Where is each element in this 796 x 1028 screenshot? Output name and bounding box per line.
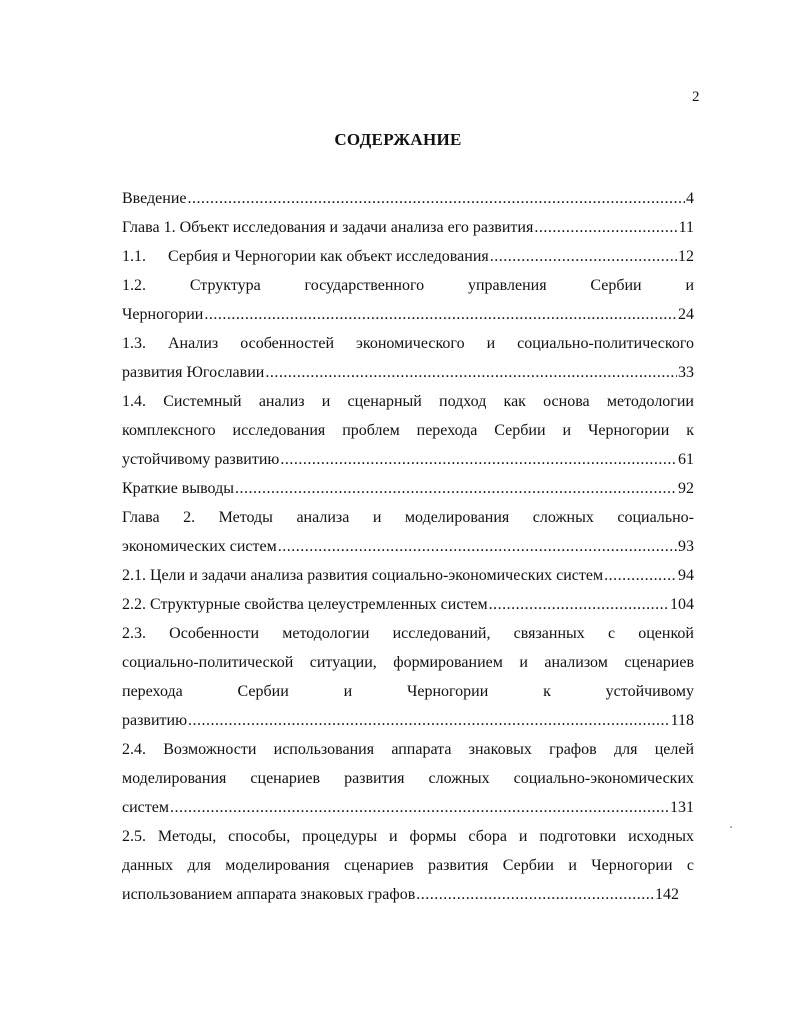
- toc-page-number: 104: [670, 596, 694, 613]
- toc-entry-section-2-1[interactable]: [122, 561, 694, 590]
- toc-entry-text: 2.2. Структурные свойства целеустремленных систем: [122, 596, 488, 613]
- page-number: 2: [692, 89, 700, 105]
- dot-leader: [489, 590, 669, 619]
- toc-entry-line: 1.4. Системный анализ и сценарный подход как основа методологии: [122, 393, 694, 410]
- toc-entry-line: 2.4. Возможности использования аппарата знаковых графов для целей: [122, 741, 694, 758]
- toc-entry-line: развития Югославии: [122, 364, 265, 381]
- dot-leader: [280, 445, 677, 474]
- toc-entry-section-2-5[interactable]: [122, 822, 694, 909]
- toc-entry-line: 2.3. Особенности методологии исследований, связанных с оценкой: [122, 625, 694, 642]
- toc-entry-chapter-2[interactable]: [122, 503, 694, 561]
- toc-page-number: 142: [655, 886, 679, 903]
- toc-entry-text: 2.1. Цели и задачи анализа развития социально-экономических систем: [122, 567, 604, 584]
- toc-entry-section-2-3[interactable]: [122, 619, 694, 735]
- toc-entry-line: экономических систем: [122, 538, 277, 555]
- dot-leader: [170, 793, 669, 822]
- toc-page-number: 4: [686, 190, 694, 207]
- toc-page-number: 93: [678, 538, 694, 555]
- toc-entry-line: перехода Сербии и Черногории к устойчивому: [122, 683, 694, 700]
- toc-entry-text: Сербия и Черногории как объект исследования: [168, 248, 489, 265]
- toc-entry-section-2-2[interactable]: [122, 590, 694, 619]
- toc-entry-line: данных для моделирования сценариев развития Сербии и Черногории с: [122, 857, 694, 874]
- dot-leader: [188, 184, 686, 213]
- dot-leader: [416, 880, 654, 909]
- toc-page-number: 24: [678, 306, 694, 323]
- toc-page-number: 131: [670, 799, 694, 816]
- toc-entry-line: использованием аппарата знаковых графов: [122, 886, 416, 903]
- toc-entry-text: Краткие выводы: [122, 480, 234, 497]
- dot-leader: [490, 242, 677, 271]
- table-of-contents: [122, 184, 694, 909]
- toc-entry-line: развитию: [122, 712, 188, 729]
- toc-entry-introduction[interactable]: [122, 184, 694, 213]
- toc-section-number: 1.1.: [122, 248, 146, 265]
- toc-entry-line: социально-политической ситуации, формированием и анализом сценариев: [122, 654, 694, 671]
- toc-entry-section-1-1[interactable]: [122, 242, 694, 271]
- dot-leader: [278, 532, 677, 561]
- dot-leader: [235, 474, 677, 503]
- toc-entry-line: 1.3. Анализ особенностей экономического и социально-политического: [122, 335, 694, 352]
- toc-page-number: 12: [678, 248, 694, 265]
- page-title: СОДЕРЖАНИЕ: [334, 130, 462, 149]
- scan-speck: [730, 826, 732, 828]
- toc-entry-text: Глава 1. Объект исследования и задачи анализа его развития: [122, 219, 534, 236]
- toc-entry-line: 1.2. Структура государственного управления Сербии и: [122, 277, 694, 294]
- toc-entry-section-1-3[interactable]: [122, 329, 694, 387]
- toc-entry-line: Черногории: [122, 306, 204, 323]
- toc-entry-line: устойчивому развитию: [122, 451, 280, 468]
- toc-entry-text: Введение: [122, 190, 187, 207]
- toc-entry-section-1-2[interactable]: [122, 271, 694, 329]
- toc-entry-line: Глава 2. Методы анализа и моделирования сложных социально-: [122, 509, 694, 526]
- toc-entry-line: моделирования сценариев развития сложных социально-экономических: [122, 770, 694, 787]
- dot-leader: [604, 561, 677, 590]
- toc-entry-summary[interactable]: [122, 474, 694, 503]
- toc-entry-line: 2.5. Методы, способы, процедуры и формы сбора и подготовки исходных: [122, 828, 694, 845]
- toc-page-number: 118: [670, 712, 694, 729]
- dot-leader: [204, 300, 677, 329]
- dot-leader: [265, 358, 677, 387]
- dot-leader: [188, 706, 670, 735]
- toc-page-number: 11: [678, 219, 694, 236]
- toc-page-number: 94: [678, 567, 694, 584]
- toc-entry-line: комплексного исследования проблем перехода Сербии и Черногории к: [122, 422, 694, 439]
- toc-page-number: 33: [678, 364, 694, 381]
- toc-entry-chapter-1[interactable]: [122, 213, 694, 242]
- toc-page-number: 92: [678, 480, 694, 497]
- toc-entry-section-1-4[interactable]: [122, 387, 694, 474]
- toc-page-number: 61: [678, 451, 694, 468]
- toc-entry-section-2-4[interactable]: [122, 735, 694, 822]
- dot-leader: [534, 213, 677, 242]
- toc-entry-line: систем: [122, 799, 169, 816]
